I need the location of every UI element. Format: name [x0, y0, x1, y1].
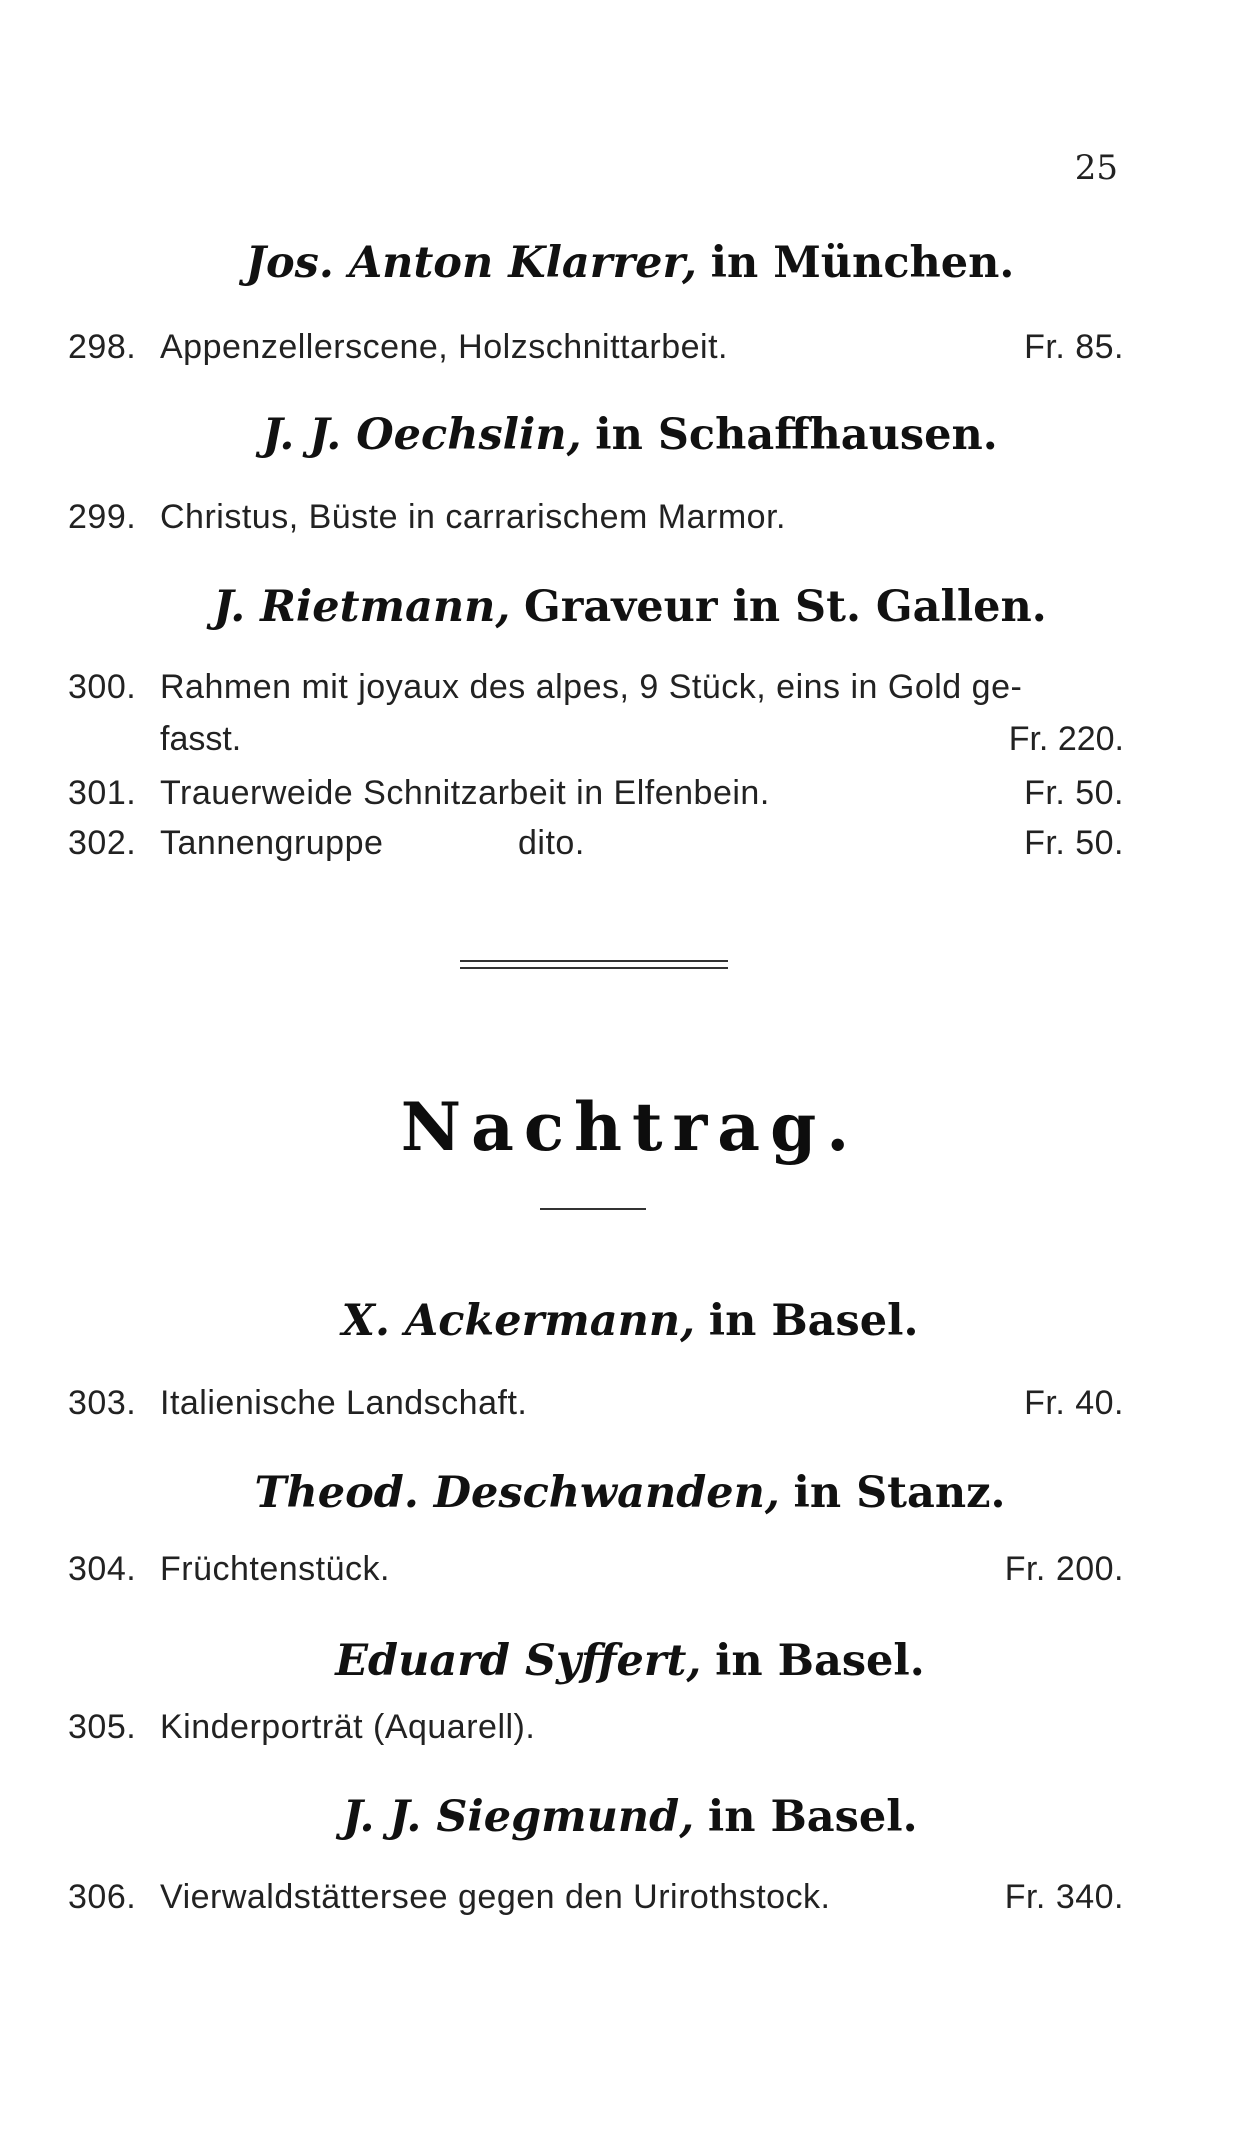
entry-title: Trauerweide Schnitzarbeit in Elfenbein.	[160, 774, 770, 812]
nachtrag-title: Nachtrag.	[400, 1088, 860, 1166]
artist-name: Theod. Deschwanden,	[254, 1468, 780, 1518]
entry-title: Vierwaldstättersee gegen den Urirothstock.	[160, 1878, 831, 1916]
catalog-entry	[68, 1550, 1124, 1589]
entry-title: Appenzellerscene, Holzschnittarbeit.	[160, 328, 728, 366]
catalog-entry	[68, 1384, 1124, 1423]
entry-price: Fr. 50.	[1024, 824, 1124, 862]
artist-name: Jos. Anton Klarrer,	[245, 238, 697, 288]
entry-title: Rahmen mit joyaux des alpes, 9 Stück, eins in Gold ge-	[160, 668, 1023, 706]
artist-heading	[0, 1636, 1260, 1686]
artist-place: in Basel.	[715, 1636, 925, 1686]
page-number: 25	[1074, 148, 1118, 188]
artist-heading	[0, 1792, 1260, 1842]
entry-number: 306.	[68, 1878, 137, 1916]
continuation-text: fasst.	[160, 720, 242, 758]
title-underline	[540, 1208, 646, 1210]
artist-place: in München.	[710, 238, 1015, 288]
catalog-entry	[68, 1878, 1124, 1917]
catalog-entry	[68, 498, 1124, 537]
artist-heading	[0, 582, 1260, 632]
entry-number: 301.	[68, 774, 137, 812]
artist-heading	[0, 1468, 1260, 1518]
artist-place: Graveur in St. Gallen.	[524, 582, 1047, 632]
entry-price: Fr. 50.	[1024, 774, 1124, 812]
entry-title: Christus, Büste in carrarischem Marmor.	[160, 498, 786, 536]
artist-name: J. Rietmann,	[213, 582, 511, 632]
catalog-entry	[68, 668, 1124, 707]
catalog-entry	[68, 824, 1124, 863]
artist-name: J. J. Oechslin,	[262, 410, 582, 460]
entry-title: Früchtenstück.	[160, 1550, 390, 1588]
entry-title: Kinderporträt (Aquarell).	[160, 1708, 536, 1746]
entry-price: Fr. 85.	[1024, 328, 1124, 366]
entry-number: 304.	[68, 1550, 137, 1588]
separator-rule-bottom	[460, 967, 728, 969]
entry-number: 298.	[68, 328, 137, 366]
entry-price: Fr. 220.	[1008, 720, 1124, 758]
catalog-entry	[68, 774, 1124, 813]
entry-number: 303.	[68, 1384, 137, 1422]
artist-heading	[0, 410, 1260, 460]
entry-title: Italienische Landschaft.	[160, 1384, 528, 1422]
artist-heading	[0, 238, 1260, 288]
entry-number: 305.	[68, 1708, 137, 1746]
entry-number: 302.	[68, 824, 137, 862]
entry-price: Fr. 40.	[1024, 1384, 1124, 1422]
artist-place: in Stanz.	[793, 1468, 1006, 1518]
catalog-entry	[68, 328, 1124, 367]
artist-place: in Basel.	[708, 1296, 919, 1346]
artist-name: Eduard Syffert,	[335, 1636, 702, 1686]
artist-place: in Schaffhausen.	[595, 410, 998, 460]
catalog-entry	[68, 1708, 1124, 1747]
entry-title: Tannengruppe	[160, 824, 384, 862]
artist-heading	[0, 1296, 1260, 1346]
artist-name: X. Ackermann,	[341, 1296, 696, 1346]
separator-rule-top	[460, 960, 728, 962]
entry-number: 300.	[68, 668, 137, 706]
artist-place: in Basel.	[707, 1792, 918, 1842]
artist-name: J. J. Siegmund,	[342, 1792, 695, 1842]
entry-number: 299.	[68, 498, 137, 536]
entry-ditto: dito.	[518, 824, 585, 862]
entry-continuation	[160, 720, 1124, 759]
entry-price: Fr. 340.	[1004, 1878, 1124, 1916]
entry-price: Fr. 200.	[1004, 1550, 1124, 1588]
